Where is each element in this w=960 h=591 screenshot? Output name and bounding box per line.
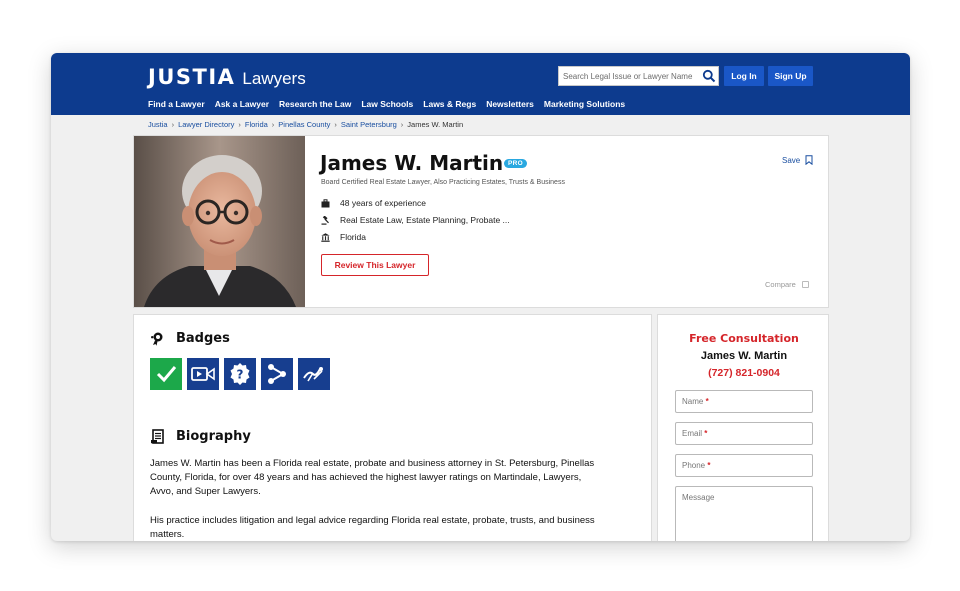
breadcrumb-separator: › [171, 120, 175, 129]
breadcrumb-lawyer-directory[interactable]: Lawyer Directory [178, 120, 235, 129]
review-lawyer-button[interactable]: Review This Lawyer [321, 254, 429, 276]
consultation-phone[interactable]: (727) 821-0904 [708, 367, 780, 379]
phone-field[interactable] [675, 454, 813, 477]
breadcrumb [148, 120, 463, 129]
email-field[interactable] [675, 422, 813, 445]
briefcase-icon [321, 199, 330, 208]
bookmark-icon [805, 155, 813, 165]
nav-research-the-law[interactable]: Research the Law [279, 99, 352, 109]
main-content-card [133, 314, 652, 541]
justia-logo[interactable] [148, 65, 306, 89]
name-field-label: Name [682, 397, 704, 406]
signup-button[interactable]: Sign Up [768, 66, 813, 86]
breadcrumb-separator: › [334, 120, 337, 129]
compare-toggle[interactable] [765, 280, 809, 289]
nav-find-a-lawyer[interactable]: Find a Lawyer [148, 99, 205, 109]
verified-check-icon[interactable] [150, 358, 182, 390]
compare-label: Compare [765, 280, 796, 289]
breadcrumb-separator: › [400, 120, 404, 129]
compare-checkbox[interactable] [802, 281, 809, 288]
location-text: Florida [340, 232, 366, 242]
question-icon[interactable] [224, 358, 256, 390]
search-box [558, 66, 719, 86]
consultation-title: Free Consultation [689, 332, 799, 345]
nav-law-schools[interactable]: Law Schools [361, 99, 414, 109]
nav-ask-a-lawyer[interactable]: Ask a Lawyer [214, 99, 270, 109]
message-field[interactable] [675, 486, 813, 541]
save-button[interactable] [782, 155, 813, 165]
main-nav [148, 99, 635, 109]
logo-mark: JUSTIA [148, 65, 236, 89]
save-label: Save [782, 155, 801, 165]
name-field[interactable] [675, 390, 813, 413]
practice-areas-row [321, 215, 510, 225]
nav-laws-regs[interactable]: Laws & Regs [423, 99, 477, 109]
breadcrumb-separator: › [238, 120, 241, 129]
document-icon [150, 429, 165, 444]
pro-badge: PRO [504, 159, 527, 168]
breadcrumb-saint-petersburg[interactable]: Saint Petersburg [340, 120, 397, 129]
lawyer-subtitle: Board Certified Real Estate Lawyer, Also Practicing Estates, Trusts & Business [321, 179, 565, 186]
experience-row [321, 198, 426, 208]
phone-field-label: Phone [682, 461, 706, 470]
profile-card [133, 135, 829, 308]
search-input[interactable] [559, 67, 699, 85]
biography-paragraph: His practice includes litigation and legal advice regarding Florida real estate, probate, trusts, and business matters. [150, 515, 595, 540]
browser-window [51, 53, 910, 541]
experience-text: 48 years of experience [340, 198, 426, 208]
biography-heading [150, 429, 251, 444]
breadcrumb-florida[interactable]: Florida [244, 120, 268, 129]
required-mark: * [707, 461, 711, 470]
required-mark: * [705, 397, 709, 406]
badge-list [150, 358, 335, 390]
share-network-icon[interactable] [261, 358, 293, 390]
nav-newsletters[interactable]: Newsletters [486, 99, 534, 109]
location-row [321, 232, 366, 242]
video-icon[interactable] [187, 358, 219, 390]
consultation-card [657, 314, 829, 541]
site-header [51, 53, 910, 115]
login-button[interactable]: Log In [724, 66, 764, 86]
svg-text:?: ? [236, 367, 244, 382]
required-mark: * [704, 429, 708, 438]
justia-connect-icon[interactable] [298, 358, 330, 390]
nav-marketing-solutions[interactable]: Marketing Solutions [543, 99, 626, 109]
breadcrumb-current: James W. Martin [407, 120, 464, 129]
lawyer-name: James W. Martin [320, 151, 504, 175]
lawyer-photo [134, 136, 305, 307]
search-icon[interactable] [702, 69, 716, 83]
breadcrumb-justia[interactable]: Justia [148, 120, 168, 129]
practice-areas-text[interactable]: Real Estate Law, Estate Planning, Probate ... [340, 215, 510, 225]
badges-heading [150, 331, 230, 346]
email-field-label: Email [682, 429, 703, 438]
logo-subtitle: Lawyers [242, 69, 306, 88]
breadcrumb-separator: › [271, 120, 275, 129]
biography-title: Biography [176, 429, 251, 444]
biography-paragraph: James W. Martin has been a Florida real estate, probate and business attorney in St. Petersburg, Pinellas County, Florida, for over 48 years and has achieved the highest lawyer ratings on Martindale, Lawyers, Avvo, and Super Lawyers. [150, 458, 595, 497]
gavel-icon [321, 216, 330, 225]
badge-ribbon-icon [150, 331, 165, 346]
badges-title: Badges [176, 331, 230, 346]
message-field-label: Message [682, 493, 715, 502]
consultation-lawyer-name: James W. Martin [700, 350, 788, 362]
courthouse-icon [321, 233, 330, 242]
breadcrumb-pinellas-county[interactable]: Pinellas County [278, 120, 331, 129]
